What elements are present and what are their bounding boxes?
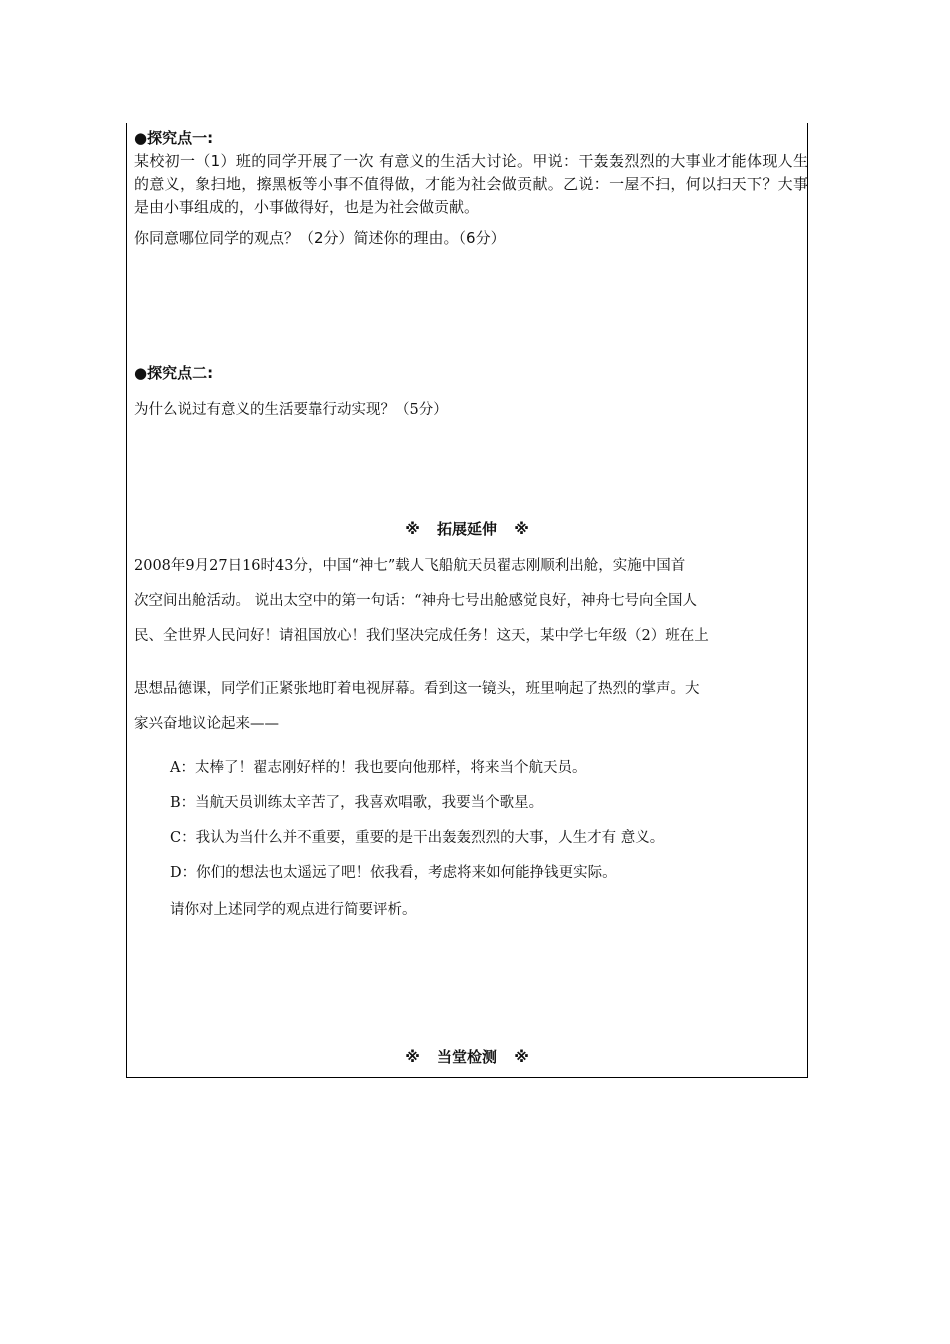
option-b: B：当航天员训练太辛苦了，我喜欢唱歌，我要当个歌星。 xyxy=(170,795,544,811)
extension-line-1: 2008年9月27日16时43分，中国“神七”载人飞船航天员翟志刚顺利出舱，实施中国首 xyxy=(134,558,686,574)
section1-heading-text: ●探究点一: xyxy=(134,129,214,147)
section1-paragraph: 某校初一（1）班的同学开展了一次 有意义的生活大讨论。甲说：干轰轰烈烈的大事业才能体现人生的意义，象扫地，擦黑板等小事不值得做，才能为社会做贡献。乙说：一屋不扫，何以扫天下？大事是由小事组成的，小事做得好，也是为社会做贡献。 xyxy=(134,152,808,216)
extension-line-3: 民、全世界人民问好！请祖国放心！我们坚决完成任务！这天，某中学七年级（2）班在上 xyxy=(134,628,709,644)
section1-heading xyxy=(134,127,213,148)
check-title: ※ 当堂检测 ※ xyxy=(405,1048,529,1066)
extension-line-2: 次空间出舱活动。 说出太空中的第一句话：“神舟七号出舱感觉良好，神舟七号向全国人 xyxy=(134,593,698,609)
section2-heading: ●探究点二: xyxy=(134,364,214,382)
option-a: A：太棒了！翟志刚好样的！我也要向他那样，将来当个航天员。 xyxy=(170,760,587,776)
extension-line-5: 家兴奋地议论起来—— xyxy=(134,716,279,732)
section1-question: 你同意哪位同学的观点？（2分）简述你的理由。（6分） xyxy=(134,229,506,247)
section2-question: 为什么说过有意义的生活要靠行动实现？（5分） xyxy=(134,402,448,418)
extension-title: ※ 拓展延伸 ※ xyxy=(405,520,529,538)
option-d: D：你们的想法也太遥远了吧！依我看，考虑将来如何能挣钱更实际。 xyxy=(170,865,617,881)
extension-prompt: 请你对上述同学的观点进行简要评析。 xyxy=(170,902,417,918)
extension-line-4: 思想品德课，同学们正紧张地盯着电视屏幕。看到这一镜头，班里响起了热烈的掌声。大 xyxy=(134,681,700,697)
option-c: C：我认为当什么并不重要，重要的是干出轰轰烈烈的大事，人生才有 意义。 xyxy=(170,830,665,846)
